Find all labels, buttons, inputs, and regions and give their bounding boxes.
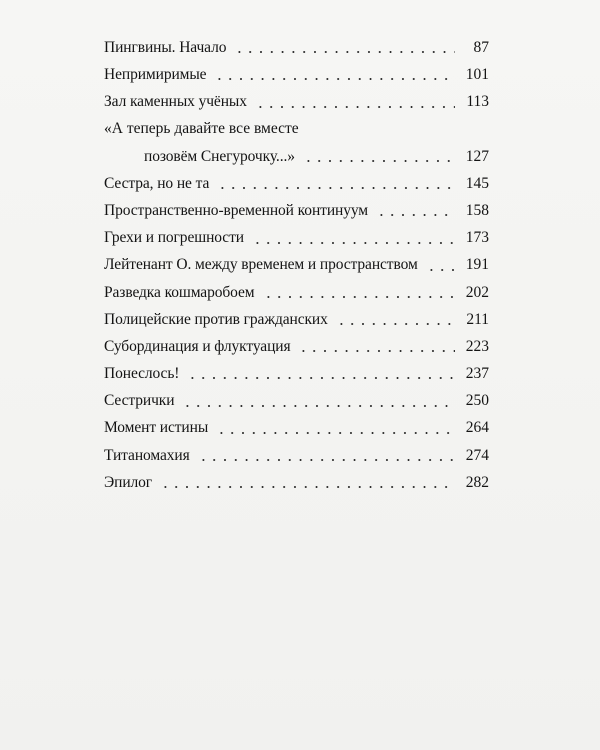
toc-entry-page: 191: [465, 256, 489, 274]
dot-leader: [214, 69, 455, 81]
toc-entry-title: Титаномахия: [104, 446, 190, 464]
toc-entry: [104, 197, 489, 224]
toc-entry: [104, 360, 489, 387]
toc-entry-title: Понеслось!: [104, 365, 180, 383]
dot-leader: [298, 341, 455, 353]
dot-leader: [252, 233, 455, 245]
toc-entry-page: 87: [473, 38, 489, 56]
toc-entry-title: Зал каменных учёных: [104, 93, 247, 111]
toc-entry-title-line2: позовём Снегурочку...»: [144, 147, 295, 165]
toc-entry: [104, 387, 489, 414]
toc-entry-page: 250: [465, 392, 489, 410]
toc-entry-title: Эпилог: [104, 473, 153, 491]
toc-entry-page: 264: [465, 419, 489, 437]
toc-entry: [104, 88, 489, 115]
toc-entry-page: 274: [465, 446, 489, 464]
toc-entry-page: 113: [466, 93, 489, 111]
dot-leader: [216, 423, 455, 435]
toc-entry-title: Разведка кошмаробоем: [104, 283, 255, 301]
dot-leader: [160, 477, 455, 489]
toc-entry-title: Непримиримые: [104, 66, 207, 84]
toc-entry: [104, 415, 489, 442]
toc-entry-line2: [104, 143, 489, 170]
dot-leader: [217, 178, 455, 190]
toc-entry: [104, 170, 489, 197]
dot-leader: [182, 396, 455, 408]
toc-entry: [104, 224, 489, 251]
dot-leader: [426, 260, 455, 272]
toc-entry-title: Грехи и погрешности: [104, 229, 244, 247]
toc-entry: [104, 116, 489, 170]
toc-entry-title: Момент истины: [104, 419, 209, 437]
toc-entry-page: 223: [465, 337, 489, 355]
toc-entry-page: 127: [465, 147, 489, 165]
toc-entry-title: Сестра, но не та: [104, 174, 210, 192]
toc-entry-page: 173: [465, 229, 489, 247]
dot-leader: [255, 97, 455, 109]
toc-entry-page: 158: [465, 201, 489, 219]
toc-entry-title: Субординация и флуктуация: [104, 337, 291, 355]
dot-leader: [187, 368, 455, 380]
toc-entry-page: 282: [465, 473, 489, 491]
dot-leader: [198, 450, 455, 462]
toc-entry-page: 202: [465, 283, 489, 301]
toc-entry: [104, 306, 489, 333]
toc-entry-page: 101: [465, 66, 489, 84]
toc-entry-title: Полицейские против гражданских: [104, 310, 328, 328]
toc-entry: [104, 34, 489, 61]
toc-entry: [104, 333, 489, 360]
toc-entry: [104, 279, 489, 306]
toc-entry: [104, 469, 489, 496]
dot-leader: [376, 205, 455, 217]
toc-entry: [104, 252, 489, 279]
toc-entry-page: 237: [465, 365, 489, 383]
dot-leader: [303, 151, 455, 163]
toc-entry-page: 145: [465, 174, 489, 192]
dot-leader: [263, 287, 456, 299]
toc-entry-title: Сестрички: [104, 392, 175, 410]
toc-entry-title: Пространственно-временной континуум: [104, 201, 369, 219]
toc-entry-title: Лейтенант О. между временем и пространством: [104, 256, 418, 274]
toc-entry: [104, 442, 489, 469]
toc-entry-page: 211: [466, 310, 489, 328]
toc-entry-title: Пингвины. Начало: [104, 38, 227, 56]
dot-leader: [234, 42, 455, 54]
toc-entry: [104, 61, 489, 88]
dot-leader: [336, 314, 455, 326]
table-of-contents: [104, 34, 489, 496]
toc-entry-title-line1: «А теперь давайте все вместе: [104, 120, 299, 138]
